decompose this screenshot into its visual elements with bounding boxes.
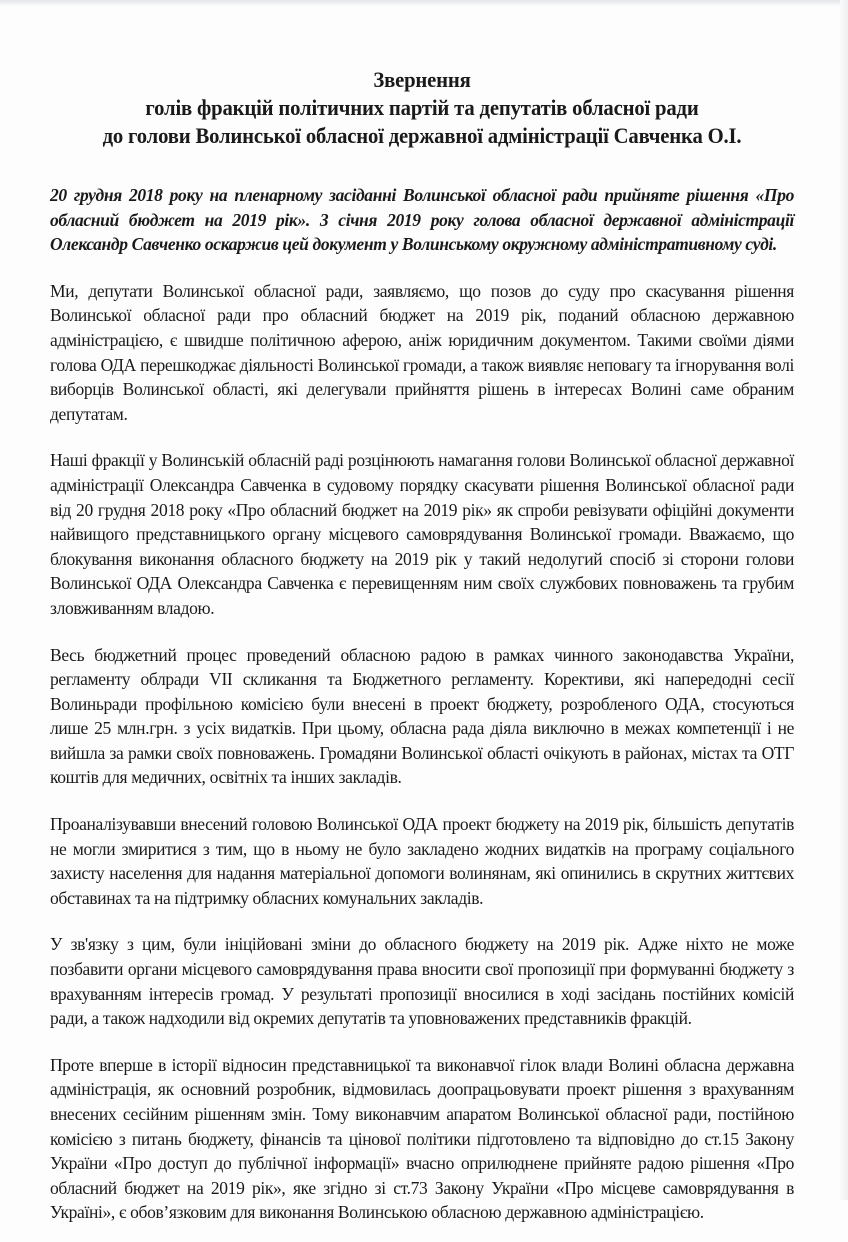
title-line: до голови Волинської обласної державної адміністрації Савченка О.І. [102,123,742,148]
body-paragraph: Весь бюджетний процес проведений обласною радою в рамках чинного законодавства України, регламенту облради VII скликання та Бюджетного регламенту. Корективи, які напередодні сесії Волиньради профільною комісією були внесені в проект бюджету, розробленого ОДА, стосуються лише 25 млн.грн. з усіх видатків. При цьому, обласна рада діяла виключно в межах компетенції і не вийшла за рамки своїх повноважень. Громадяни Волинської області очікують в районах, містах та ОТГ коштів для медичних, освітніх та інших закладів. [50,644,794,788]
document-title [80,66,764,150]
body-paragraph: Наші фракції у Волинській обласній раді розцінюють намагання голови Волинської обласної державної адміністрації Олександра Савченка в судовому порядку скасувати рішення Волинської обласної ради від 20 грудня 2018 року «Про обласний бюджет на 2019 рік» як спроби ревізувати офіційні документи найвищого представницького органу місцевого самоврядування Волинської громади. Вважаємо, що блокування виконання обласного бюджету на 2019 рік у такий недолугий спосіб зі сторони голови Волинської ОДА Олександра Савченка є перевищенням ним своїх службових повноважень та грубим зловживанням владою. [50,450,794,618]
lead-paragraph: 20 грудня 2018 року на пленарному засіданні Волинської обласної ради прийняте рішення «Про обласний бюджет на 2019 рік». 3 січня 2019 року голова обласної державної адміністрації Олександр Савченко оскаржив цей документ у Волинському окружному адміністративному суді. [50,185,794,255]
scan-edge-right [840,0,848,1200]
body-paragraph: У зв'язку з цим, були ініційовані зміни до обласного бюджету на 2019 рік. Адже ніхто не може позбавити органи місцевого самоврядування права вносити свої пропозиції при формуванні бюджету з врахуванням інтересів громад. У результаті пропозиції вносилися в ході засідань постійних комісій ради, а також надходили від окремих депутатів та уповноважених представників фракцій. [50,934,794,1029]
body-paragraph: Ми, депутати Волинської обласної ради, заявляємо, що позов до суду про скасування рішення Волинської обласної ради про обласний бюджет на 2019 рік, поданий обласною державною адміністрацією, є швидше політичною аферою, аніж юридичним документом. Такими своїми діями голова ОДА перешкоджає діяльності Волинської громади, а також виявляє неповагу та ігнорування волі виборців Волинської області, які делегували прийняття рішень в інтересах Волині саме обраним депутатам. [50,280,794,424]
title-line: голів фракцій політичних партій та депутатів обласної ради [145,95,699,120]
document-page [50,0,794,1242]
body-paragraph: Проте вперше в історії відносин представницької та виконавчої гілок влади Волині обласна державна адміністрація, як основний розробник, відмовилась доопрацьовувати проект рішення з врахуванням внесених сесійним рішенням змін. Тому виконавчим апаратом Волинської обласної ради, постійною комісією з питань бюджету, фінансів та цінової політики підготовлено та відповідно до ст.15 Закону України «Про доступ до публічної інформації» вчасно оприлюднене прийняте радою рішення «Про обласний бюджет на 2019 рік», яке згідно зі ст.73 Закону України «Про місцеве самоврядування в Україні», є обов’язковим для виконання Волинською обласною державною адміністрацією. [50,1054,794,1223]
title-line: Звернення [373,67,471,92]
body-paragraph: Проаналізувавши внесений головою Волинської ОДА проект бюджету на 2019 рік, більшість депутатів не могли змиритися з тим, що в ньому не було закладено жодних видатків на програму соціального захисту населення для надання матеріальної допомоги волинянам, які опинились в скрутних життєвих обставинах та на підтримку обласних комунальних закладів. [50,814,794,908]
